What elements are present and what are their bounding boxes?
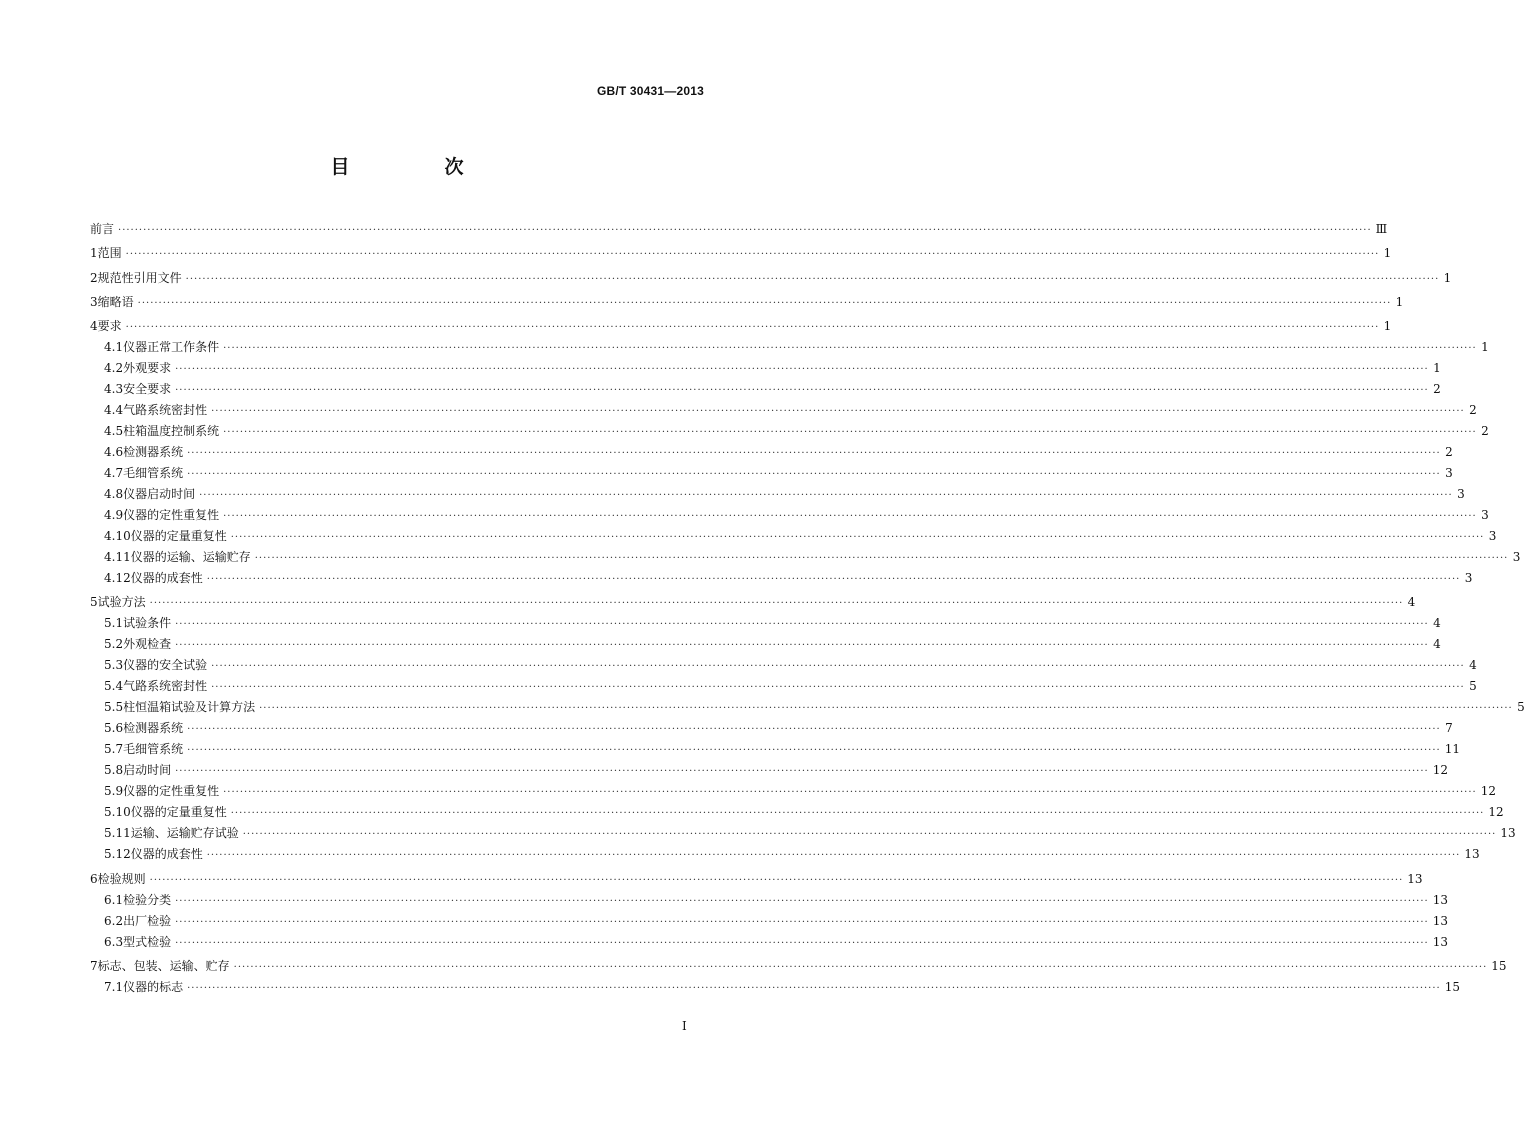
toc-entry-title: 毛细管系统: [123, 742, 184, 757]
toc-leader-dots: ············································································································································································································································································································: [175, 895, 1429, 907]
toc-entry[interactable]: [90, 400, 1477, 421]
toc-entry-page: 11: [1444, 742, 1461, 757]
toc-entry[interactable]: [90, 802, 1504, 823]
toc-entry[interactable]: [90, 676, 1477, 697]
toc-entry-page: 5: [1469, 679, 1477, 694]
toc-entry-page: 1: [1383, 246, 1392, 261]
toc-entry-page: 13: [1464, 847, 1480, 862]
toc-leader-dots: ············································································································································································································································································································: [223, 427, 1477, 439]
toc-entry-number: 5.4: [104, 679, 124, 694]
toc-entry-number: 6.1: [104, 892, 124, 907]
toc-entry-title: 仪器的安全试验: [123, 658, 208, 673]
toc-entry-page: 1: [1395, 294, 1404, 309]
toc-entry[interactable]: [90, 337, 1489, 358]
toc-entry[interactable]: [90, 463, 1453, 484]
toc-entry-number: 5.6: [104, 721, 124, 736]
toc-leader-dots: ············································································································································································································································································································: [118, 225, 1372, 236]
toc-entry-number: 5.10: [104, 805, 131, 820]
page-number: I: [682, 1019, 687, 1033]
toc-entry[interactable]: [90, 634, 1441, 655]
toc-entry-title: 仪器正常工作条件: [123, 340, 220, 355]
table-of-contents: [90, 219, 1525, 998]
toc-entry-title: 缩略语: [97, 294, 134, 309]
toc-entry-number: 4.11: [104, 550, 131, 565]
toc-entry-title: 仪器的运输、运输贮存: [130, 550, 251, 565]
toc-entry-page: 13: [1432, 892, 1449, 907]
toc-entry-page: 4: [1407, 595, 1416, 610]
toc-entry-title: 检验分类: [123, 892, 172, 907]
toc-entry-page: 2: [1469, 403, 1477, 418]
toc-entry[interactable]: [90, 243, 1392, 264]
toc-entry[interactable]: [90, 219, 1388, 240]
toc-entry-number: 4.5: [104, 424, 124, 439]
toc-entry-title: 试验条件: [123, 616, 172, 631]
toc-leader-dots: ············································································································································································································································································································: [149, 874, 1404, 886]
toc-entry-number: 5.3: [104, 658, 124, 673]
toc-leader-dots: ············································································································································································································································································································: [175, 619, 1429, 631]
toc-entry-number: 5.12: [104, 847, 131, 862]
toc-entry[interactable]: [90, 484, 1465, 505]
toc-entry-page: 1: [1383, 319, 1392, 334]
toc-leader-dots: ············································································································································································································································································································: [187, 724, 1441, 736]
toc-entry-page: 12: [1432, 763, 1449, 778]
toc-entry-page: 4: [1469, 658, 1477, 673]
toc-entry-title: 型式检验: [123, 934, 172, 949]
toc-leader-dots: ············································································································································································································································································································: [206, 574, 1461, 586]
toc-entry-number: 4.3: [104, 382, 124, 397]
toc-entry-title: 检验规则: [97, 871, 146, 886]
toc-entry-number: 5: [90, 595, 98, 610]
toc-leader-dots: ············································································································································································································································································································: [175, 640, 1429, 652]
toc-entry-title: 仪器的定量重复性: [130, 805, 227, 820]
toc-entry[interactable]: [90, 823, 1516, 844]
toc-leader-dots: ············································································································································································································································································································: [187, 448, 1441, 460]
toc-entry-page: 13: [1432, 913, 1449, 928]
toc-leader-dots: ············································································································································································································································································································: [259, 703, 1513, 715]
toc-entry-title: 试验方法: [97, 595, 146, 610]
toc-entry-page: 15: [1444, 980, 1461, 995]
toc-entry[interactable]: [90, 442, 1453, 463]
toc-entry-number: 5.7: [104, 742, 124, 757]
toc-entry-page: 7: [1445, 721, 1453, 736]
toc-entry-number: 3: [90, 294, 98, 309]
toc-entry-title: 检测器系统: [123, 721, 184, 736]
toc-entry-title: 仪器启动时间: [123, 487, 196, 502]
toc-entry[interactable]: [90, 292, 1404, 313]
toc-leader-dots: ············································································································································································································································································································: [187, 745, 1441, 757]
toc-leader-dots: ············································································································································································································································································································: [125, 322, 1380, 334]
page-title: 目 次: [330, 156, 502, 178]
toc-entry-number: 5.11: [104, 826, 131, 841]
toc-entry[interactable]: [90, 613, 1441, 634]
toc-entry[interactable]: [90, 268, 1452, 289]
toc-entry-title: 柱恒温箱试验及计算方法: [123, 700, 256, 715]
toc-entry-number: 5.5: [104, 700, 124, 715]
toc-entry[interactable]: [90, 890, 1449, 911]
toc-entry-title: 气路系统密封性: [123, 403, 208, 418]
toc-entry-number: 4.2: [104, 361, 124, 376]
toc-leader-dots: ············································································································································································································································································································: [233, 962, 1488, 974]
toc-entry-number: 4.8: [104, 487, 124, 502]
toc-entry-title: 出厂检验: [123, 913, 172, 928]
toc-entry-number: 5.8: [104, 763, 124, 778]
toc-leader-dots: ············································································································································································································································································································: [242, 829, 1497, 841]
toc-entry[interactable]: [90, 505, 1489, 526]
toc-leader-dots: ············································································································································································································································································································: [199, 490, 1453, 502]
toc-entry[interactable]: [90, 547, 1521, 568]
toc-entry[interactable]: [90, 869, 1423, 890]
toc-entry-page: 3: [1481, 508, 1489, 523]
toc-entry-number: 6.3: [104, 934, 124, 949]
toc-entry[interactable]: [90, 526, 1497, 547]
toc-leader-dots: ············································································································································································································································································································: [211, 661, 1465, 673]
toc-entry-title: 气路系统密封性: [123, 679, 208, 694]
toc-entry-title: 要求: [97, 319, 122, 334]
toc-entry-page: 1: [1443, 270, 1452, 285]
toc-entry-number: 2: [90, 270, 98, 285]
toc-entry[interactable]: [90, 977, 1461, 998]
toc-entry[interactable]: [90, 911, 1449, 932]
toc-leader-dots: ············································································································································································································································································································: [175, 385, 1429, 397]
toc-leader-dots: ············································································································································································································································································································: [185, 273, 1440, 285]
toc-entry-page: Ⅲ: [1375, 222, 1388, 236]
toc-leader-dots: ············································································································································································································································································································: [149, 598, 1404, 610]
toc-entry-page: 3: [1464, 571, 1473, 586]
toc-leader-dots: ············································································································································································································································································································: [206, 850, 1461, 862]
toc-leader-dots: ············································································································································································································································································································: [223, 343, 1477, 355]
toc-entry-number: 5.9: [104, 784, 124, 799]
toc-entry[interactable]: [90, 592, 1416, 613]
toc-leader-dots: ············································································································································································································································································································: [254, 553, 1509, 565]
toc-entry-number: 7: [90, 959, 98, 974]
toc-entry-title: 仪器的定性重复性: [123, 784, 220, 799]
toc-entry-title: 仪器的标志: [123, 980, 184, 995]
toc-entry[interactable]: [90, 718, 1453, 739]
toc-entry-title: 标志、包装、运输、贮存: [97, 959, 230, 974]
toc-leader-dots: ············································································································································································································································································································: [230, 532, 1485, 544]
toc-entry-page: 2: [1481, 424, 1489, 439]
toc-entry-title: 毛细管系统: [123, 466, 184, 481]
toc-entry[interactable]: [90, 316, 1392, 337]
toc-leader-dots: ············································································································································································································································································································: [175, 766, 1429, 778]
toc-leader-dots: ············································································································································································································································································································: [137, 297, 1392, 309]
toc-entry-number: 7.1: [104, 980, 124, 995]
toc-entry-title: 柱箱温度控制系统: [123, 424, 220, 439]
toc-entry[interactable]: [90, 760, 1449, 781]
toc-entry-title: 范围: [97, 246, 122, 261]
toc-entry-title: 外观要求: [123, 361, 172, 376]
toc-entry[interactable]: [90, 781, 1497, 802]
toc-entry-number: 4.10: [104, 529, 131, 544]
toc-entry[interactable]: [90, 379, 1441, 400]
toc-entry[interactable]: [90, 697, 1525, 718]
toc-entry-title: 仪器的成套性: [130, 847, 203, 862]
toc-entry-page: 5: [1517, 700, 1525, 715]
toc-leader-dots: ············································································································································································································································································································: [230, 808, 1485, 820]
toc-entry-page: 3: [1512, 550, 1521, 565]
toc-leader-dots: ············································································································································································································································································································: [211, 682, 1465, 694]
toc-entry-title: 安全要求: [123, 382, 172, 397]
toc-entry-page: 1: [1481, 340, 1489, 355]
toc-entry[interactable]: [90, 358, 1441, 379]
toc-entry-title: 仪器的定量重复性: [130, 529, 227, 544]
toc-entry-number: 5.1: [104, 616, 124, 631]
toc-entry-title: 启动时间: [123, 763, 172, 778]
toc-leader-dots: ············································································································································································································································································································: [175, 916, 1429, 928]
toc-entry[interactable]: [90, 932, 1449, 953]
toc-entry[interactable]: [90, 421, 1489, 442]
toc-entry-title: 前言: [90, 222, 115, 236]
toc-entry-title: 外观检查: [123, 637, 172, 652]
toc-leader-dots: ············································································································································································································································································································: [187, 983, 1441, 995]
toc-entry-number: 4.9: [104, 508, 124, 523]
toc-entry-title: 运输、运输贮存试验: [130, 826, 239, 841]
toc-leader-dots: ············································································································································································································································································································: [223, 511, 1477, 523]
toc-entry-page: 13: [1407, 871, 1423, 886]
toc-entry-page: 15: [1491, 959, 1507, 974]
toc-leader-dots: ············································································································································································································································································································: [187, 469, 1441, 481]
toc-entry-page: 2: [1433, 382, 1441, 397]
toc-entry[interactable]: [90, 568, 1473, 589]
toc-leader-dots: ············································································································································································································································································································: [175, 364, 1429, 376]
toc-entry-number: 4.1: [104, 340, 124, 355]
toc-entry-page: 3: [1457, 487, 1465, 502]
toc-entry-number: 4.4: [104, 403, 124, 418]
toc-leader-dots: ············································································································································································································································································································: [175, 937, 1429, 949]
standard-code: GB/T 30431—2013: [596, 84, 704, 98]
toc-entry-number: 4.6: [104, 445, 124, 460]
toc-entry-title: 仪器的定性重复性: [123, 508, 220, 523]
toc-entry-number: 6: [90, 871, 98, 886]
toc-entry-title: 仪器的成套性: [130, 571, 203, 586]
toc-entry-page: 3: [1488, 529, 1497, 544]
toc-entry-number: 5.2: [104, 637, 124, 652]
toc-entry-page: 12: [1480, 784, 1497, 799]
toc-entry-page: 12: [1488, 805, 1504, 820]
toc-entry-page: 13: [1432, 934, 1449, 949]
toc-entry-number: 6.2: [104, 913, 124, 928]
toc-leader-dots: ············································································································································································································································································································: [125, 249, 1380, 261]
toc-entry-page: 4: [1433, 616, 1441, 631]
toc-entry-page: 1: [1433, 361, 1441, 376]
toc-entry-title: 规范性引用文件: [97, 270, 182, 285]
toc-entry[interactable]: [90, 739, 1461, 760]
toc-entry-page: 4: [1433, 637, 1441, 652]
toc-entry-number: 4.7: [104, 466, 124, 481]
toc-entry-number: 4.12: [104, 571, 131, 586]
toc-entry-title: 检测器系统: [123, 445, 184, 460]
toc-entry-number: 4: [90, 319, 98, 334]
toc-entry[interactable]: [90, 956, 1507, 977]
toc-entry-page: 2: [1445, 445, 1453, 460]
toc-entry[interactable]: [90, 655, 1477, 676]
toc-entry-number: 1: [90, 246, 98, 261]
toc-entry[interactable]: [90, 844, 1480, 865]
toc-leader-dots: ············································································································································································································································································································: [211, 406, 1465, 418]
toc-leader-dots: ············································································································································································································································································································: [223, 787, 1477, 799]
toc-entry-page: 3: [1445, 466, 1453, 481]
toc-entry-page: 13: [1500, 826, 1516, 841]
